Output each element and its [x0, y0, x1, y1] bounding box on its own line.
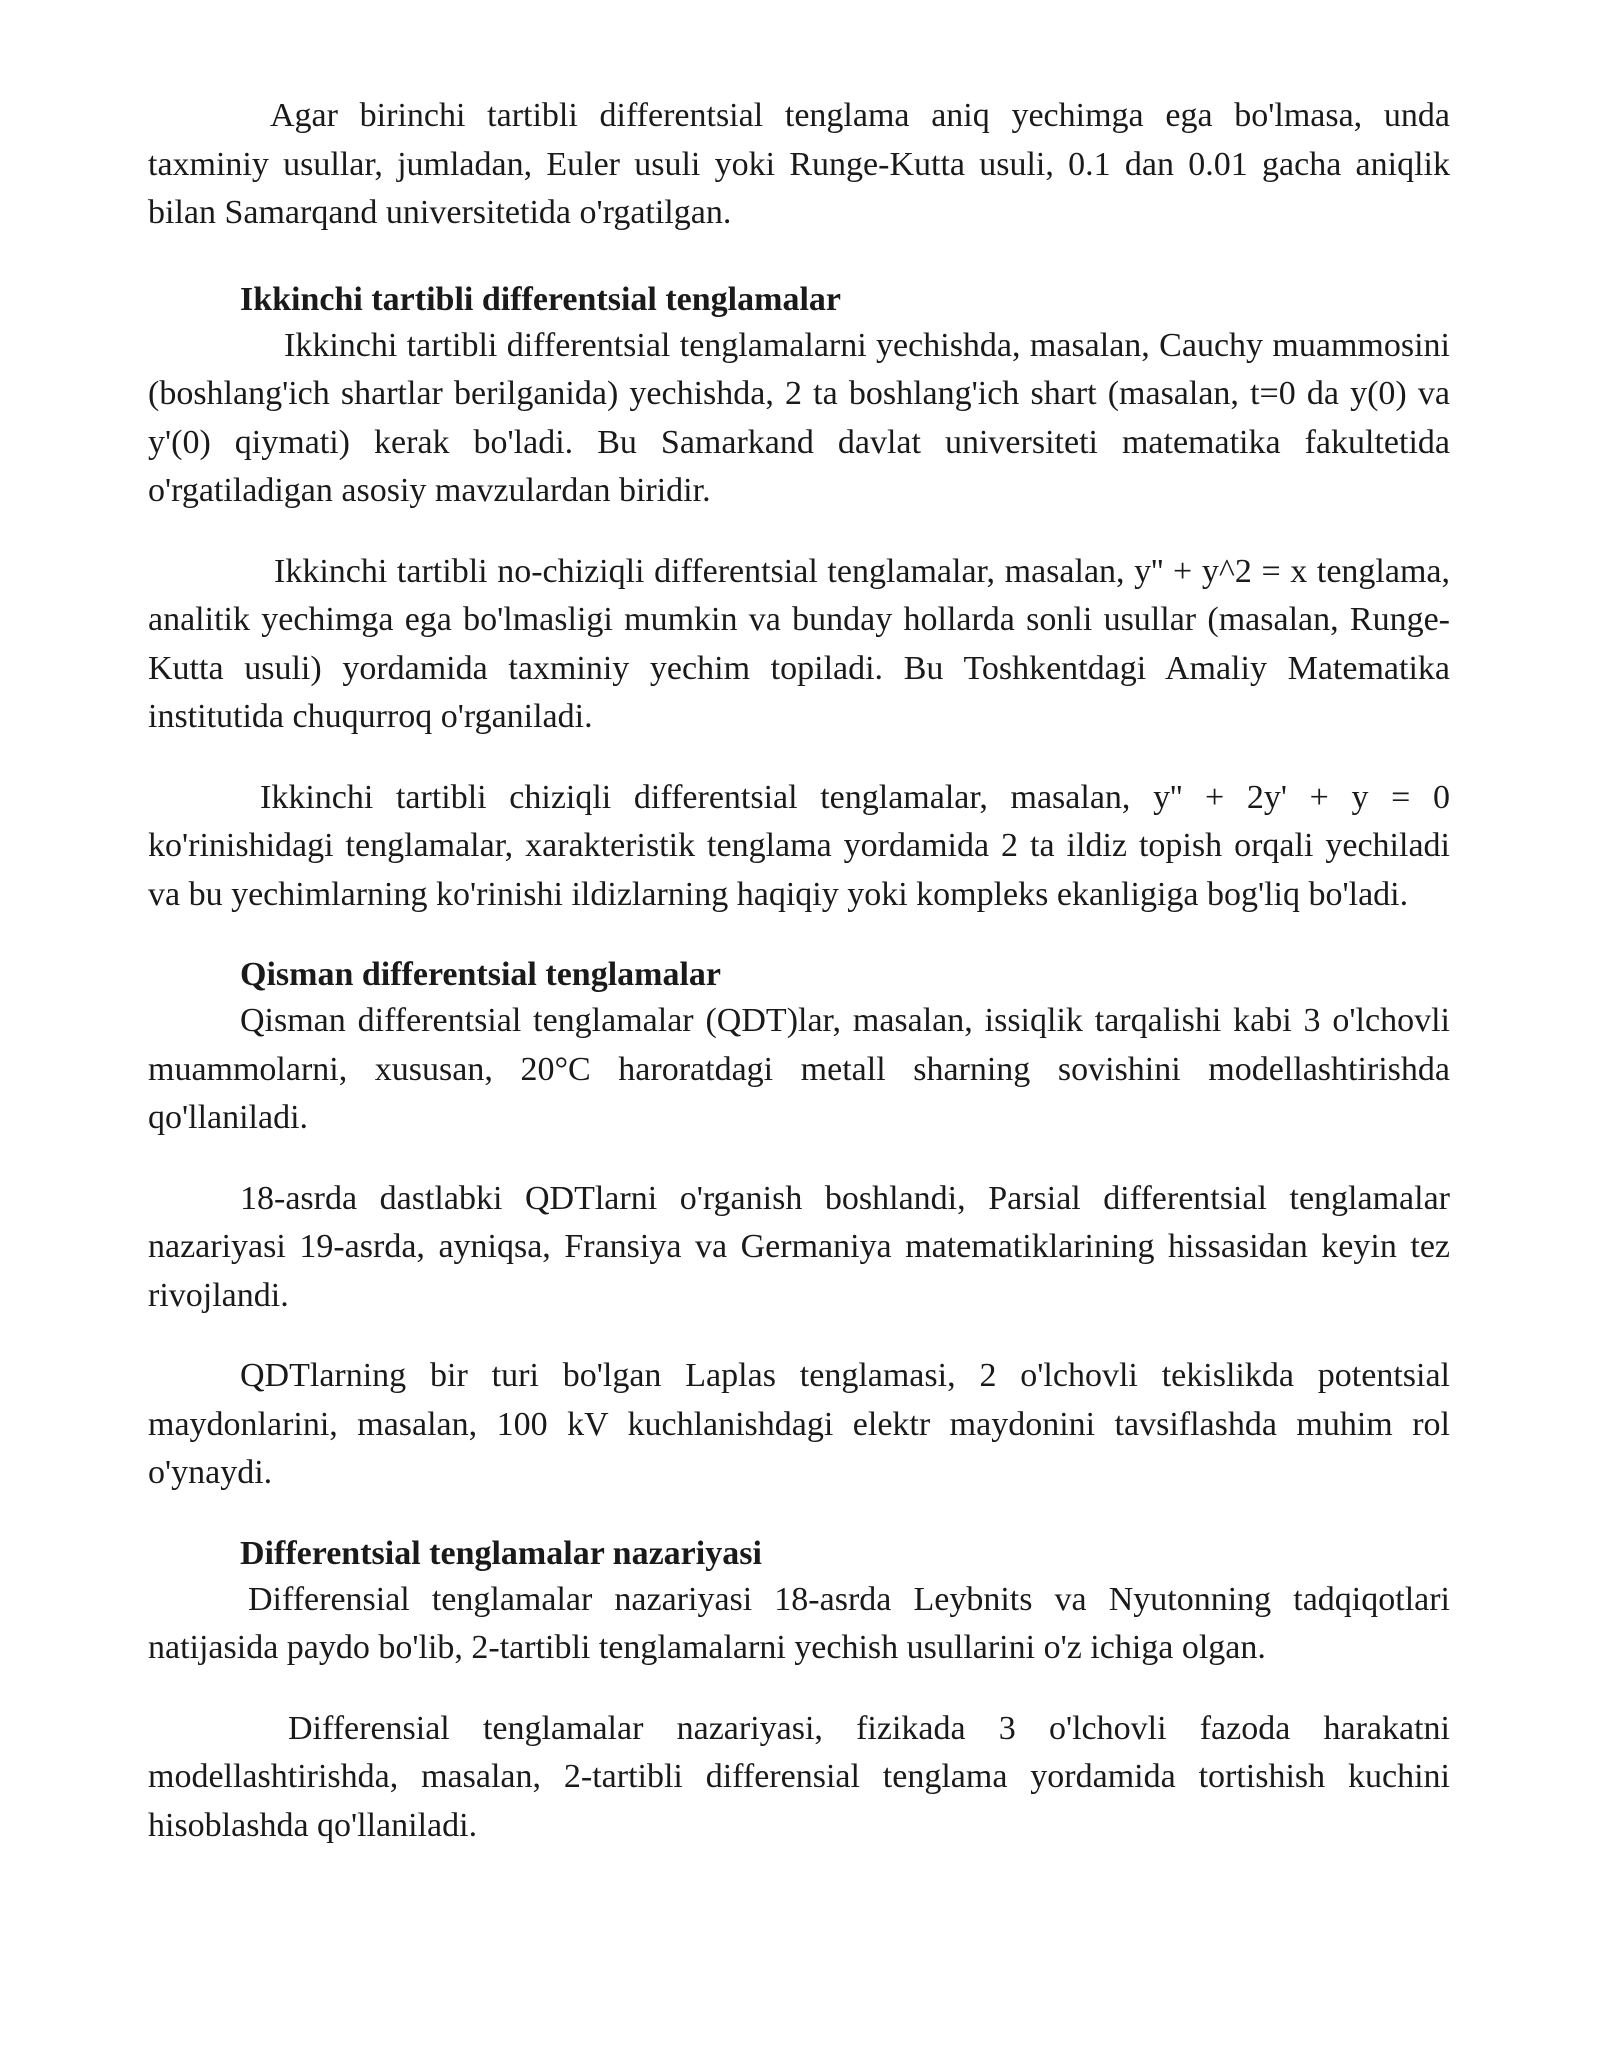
paragraph-partial-intro: Qisman differentsial tenglamalar (QDT)lar, masalan, issiqlik tarqalishi kabi 3 o'lchovli muammolarni, xususan, 20°C haroratdagi metall sharning sovishini modellashtirishda qo'llaniladi.: [148, 1002, 1450, 1136]
spacer: [148, 516, 1450, 548]
spacer: [148, 1498, 1450, 1532]
spacer: [148, 742, 1450, 774]
paragraph-laplace: QDTlarning bir turi bo'lgan Laplas tenglamasi, 2 o'lchovli tekislikda potentsial maydonlarini, masalan, 100 kV kuchlanishdagi elektr maydonini tavsiflashda muhim rol o'ynaydi.: [148, 1357, 1450, 1491]
spacer: [148, 1673, 1450, 1705]
spacer: [148, 1143, 1450, 1175]
heading-second-order: Ikkinchi tartibli differentsial tenglamalar: [240, 280, 841, 318]
paragraph-numerical-methods: Agar birinchi tartibli differentsial tenglama aniq yechimga ega bo'lmasa, unda taxminiy usullar, jumladan, Euler usuli yoki Runge-Kutta usuli, 0.1 dan 0.01 gacha aniqlik bilan Samarqand universitetida o'rgatilgan.: [148, 97, 1450, 231]
heading-partial: Qisman differentsial tenglamalar: [240, 956, 721, 993]
paragraph-linear: Ikkinchi tartibli chiziqli differentsial tenglamalar, masalan, y'' + 2y' + y = 0 ko'rinishidagi tenglamalar, xarakteristik tenglama yordamida 2 ta ildiz topish orqali yechiladi va bu yechimlarning ko'rinishi ildizlarning haqiqiy yoki kompleks ekanligiga bog'liq bo'ladi.: [148, 778, 1450, 913]
paragraph-cauchy-problem: Ikkinchi tartibli differentsial tenglamalarni yechishda, masalan, Cauchy muammosini (boshlang'ich shartlar berilganida) yechishda, 2 ta boshlang'ich shart (masalan, t=0 da y(0) va y'(0) qiymati) kerak bo'ladi. Bu Samarkand davlat universiteti matematika fakultetida o'rgatiladigan asosiy mavzulardan biridir.: [148, 326, 1450, 509]
paragraph-history: 18-asrda dastlabki QDTlarni o'rganish boshlandi, Parsial differentsial tenglamalar nazariyasi 19-asrda, ayniqsa, Fransiya va Germaniya matematiklarining hissasidan keyin tez rivojlandi.: [148, 1179, 1450, 1314]
heading-theory: Differentsial tenglamalar nazariyasi: [240, 1534, 762, 1572]
paragraph-nonlinear: Ikkinchi tartibli no-chiziqli differentsial tenglamalar, masalan, y'' + y^2 = x tenglama, analitik yechimga ega bo'lmasligi mumkin va bunday hollarda sonli usullar (masalan, Runge-Kutta usuli) yordamida taxminiy yechim topiladi. Bu Toshkentdagi Amaliy Matematika institutida chuqurroq o'rganiladi.: [148, 552, 1450, 735]
paragraph-theory-physics: Differensial tenglamalar nazariyasi, fizikada 3 o'lchovli fazoda harakatni modellashtirishda, masalan, 2-tartibli differensial tenglama yordamida tortishish kuchini hisoblashda qo'llaniladi.: [148, 1709, 1450, 1844]
spacer: [148, 238, 1450, 278]
spacer: [148, 1320, 1450, 1352]
spacer: [148, 919, 1450, 953]
paragraph-theory-origin: Differensial tenglamalar nazariyasi 18-asrda Leybnits va Nyutonning tadqiqotlari natijasida paydo bo'lib, 2-tartibli tenglamalarni yechish usullarini o'z ichiga olgan.: [148, 1580, 1450, 1666]
document-page: [148, 92, 1450, 1850]
